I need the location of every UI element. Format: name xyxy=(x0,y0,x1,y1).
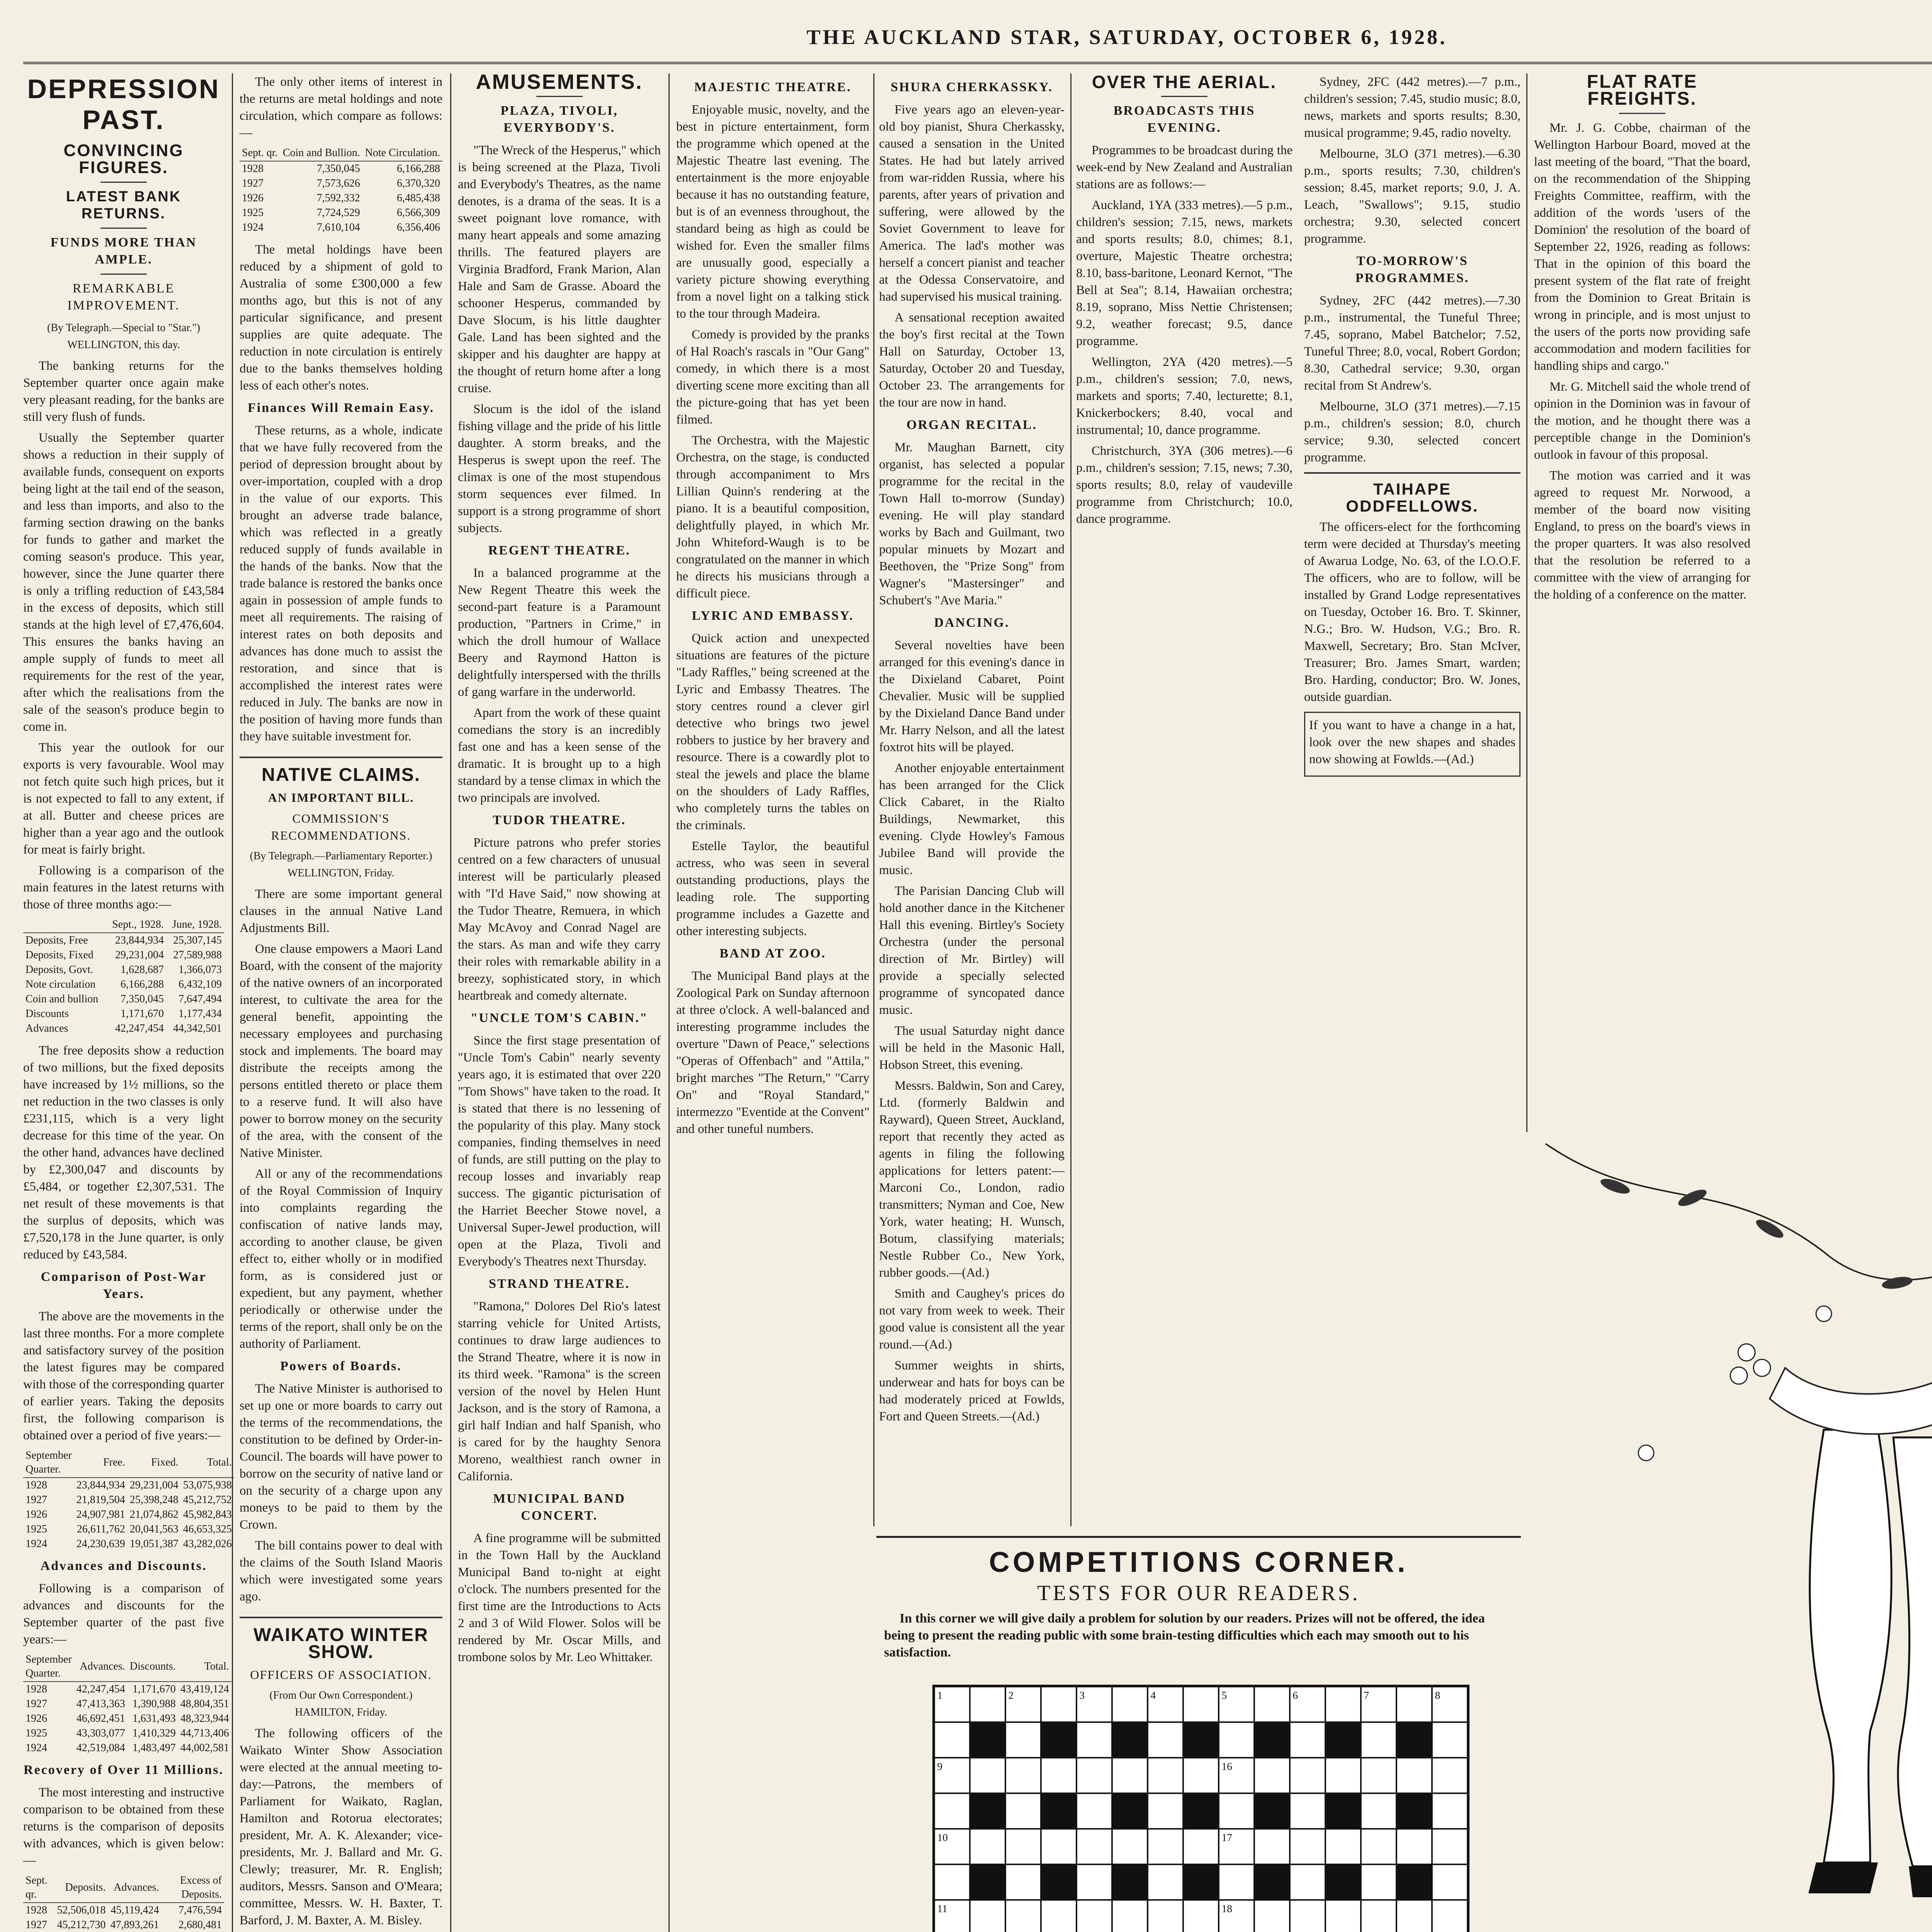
crossword-white-cell[interactable] xyxy=(1432,1900,1468,1932)
crossword-white-cell[interactable] xyxy=(1325,1687,1361,1722)
crossword-number xyxy=(1079,1689,1085,1701)
table-row: 1924 7,610,104 6,356,406 xyxy=(242,221,440,233)
subheading: SHURA CHERKASSKY. xyxy=(890,80,1053,94)
crossword-white-cell[interactable] xyxy=(1148,1722,1183,1758)
dateline: (From Our Own Correspondent.) HAMILTON, Friday. xyxy=(269,1689,413,1718)
crossword-black-cell xyxy=(1183,1864,1219,1900)
crossword-white-cell[interactable] xyxy=(1432,1864,1468,1900)
crossword-white-cell[interactable] xyxy=(1005,1758,1041,1793)
crossword-white-cell[interactable] xyxy=(1361,1793,1396,1829)
paragraph: The Native Minister is authorised to set up one or more boards to carry out the terms of the recommendations, the constitution to be defined by Order-in-Council. The boards will have power to borrow on the security of native land or on the security of a charge upon any moneys to be paid to them by the Crown. xyxy=(240,1382,442,1532)
headline-native-claims: NATIVE CLAIMS. xyxy=(261,765,421,785)
table-row: 1925 43,303,077 1,410,329 44,713,406 xyxy=(26,1727,229,1739)
crossword-white-cell[interactable] xyxy=(1219,1793,1254,1829)
masthead-title: THE AUCKLAND STAR, SATURDAY, OCTOBER 6, 1928. xyxy=(806,26,1447,49)
crossword-white-cell[interactable] xyxy=(1290,1722,1325,1758)
paragraph: A sensational reception awaited the boy's first recital at the Town Hall on Saturday, October 13, Saturday, October 20 and Tuesday, October 23. The arrangements for the tour are now in hand. xyxy=(879,311,1065,410)
crossword-white-cell[interactable] xyxy=(1325,1758,1361,1793)
dateline: (By Telegraph.—Parliamentary Reporter.) WELLINGTON, Friday. xyxy=(250,850,432,879)
article-waikato-show xyxy=(240,1617,442,1932)
crossword-white-cell[interactable] xyxy=(1148,1900,1183,1932)
table-row: 1926 7,592,332 6,485,438 xyxy=(242,192,440,204)
table-row: 1928 23,844,934 29,231,004 53,075,938 xyxy=(26,1479,232,1491)
table-row: Deposits, Govt. 1,628,687 1,366,073 xyxy=(26,964,222,976)
subheading: MUNICIPAL BAND CONCERT. xyxy=(493,1492,626,1523)
table-row: 1928 42,247,454 1,171,670 43,419,124 xyxy=(26,1683,229,1695)
table-row: 1926 24,907,981 21,074,862 45,982,843 xyxy=(26,1509,232,1520)
crossword-black-cell xyxy=(970,1864,1005,1900)
paragraph: Apart from the work of these quaint comedians the story is an incredibly fast one and has a keen sense of the dramatic. It is brought up to a high standard by a tense climax in which the two principals are involved. xyxy=(458,706,661,805)
paragraph: Mr. Maughan Barnett, city organist, has selected a popular programme for the recital in the Town Hall to-morrow (Sunday) evening. He will play standard works by Bach and Guilmant, two popular minuets by Mozart and Beethoven, the "Prize Song" from Wagner's "Mastersinger" and Schubert's "Ave Maria." xyxy=(879,440,1065,607)
crossword-white-cell[interactable] xyxy=(1290,1900,1325,1932)
paragraph: Usually the September quarter shows a reduction in their supply of available funds, consequent on exports being light at the tail end of the season, and less than imports, and also to the farming section drawing on the banks for funds to gather and market the coming season's produce. This year, however, since the June quarter there is only a trifling reduction of £43,584 in the excess of deposits, which still stands at the high level of £7,476,604. This ensures the banks having an ample supply of funds to meet all requirements for the rest of the year, after which the realisations from the sale of the season's produce begin to come in. xyxy=(23,431,224,734)
sub-improvement: REMARKABLE IMPROVEMENT. xyxy=(67,281,180,313)
subheading: BAND AT ZOO. xyxy=(719,946,826,961)
crossword-white-cell[interactable] xyxy=(1254,1758,1290,1793)
headline-aerial: OVER THE AERIAL. xyxy=(1092,72,1277,92)
crossword-white-cell[interactable] xyxy=(1254,1829,1290,1864)
paragraph: All or any of the recommendations of the Royal Commission of Inquiry into complaints regarding the confiscation of native lands may, according to another clause, be given effect to, either wholly or in modified form, as is considered just or expedient, but any payment, whether periodically or otherwise under the terms of the report, shall only be on the authority of Parliament. xyxy=(240,1167,442,1351)
crossword-white-cell[interactable] xyxy=(1112,1758,1148,1793)
column-finance-native xyxy=(240,73,442,1932)
paragraph: Auckland, 1YA (333 metres).—5 p.m., children's session; 7.15, news, markets and sports results; 8.0, chimes; 8.1, overture, Majestic Theatre orchestra; 8.10, bass-baritone, Leonard Kernot, "The Bell at Sea"; 8.14, Hawaiian orchestra; 8.19, soprano, Miss Nettie Christensen; 9.2, weather forecast; 9.5, dance programme. xyxy=(1076,198,1293,348)
crossword-white-cell[interactable] xyxy=(1290,1758,1325,1793)
crossword-black-cell xyxy=(1254,1722,1290,1758)
crossword-black-cell xyxy=(1112,1793,1148,1829)
subheading: AN IMPORTANT BILL. xyxy=(268,791,414,804)
competitions-subtitle: TESTS FOR OUR READERS. xyxy=(1037,1581,1360,1605)
subheading: TUDOR THEATRE. xyxy=(493,813,626,827)
table-row: 1927 21,819,504 25,398,248 45,212,752 xyxy=(26,1494,232,1506)
crossword-white-cell[interactable] xyxy=(1290,1864,1325,1900)
hat-advert: If you want to have a change in a hat, look over the new shapes and shades now showing at Fowlds.—(Ad.) xyxy=(1304,712,1520,777)
subheading: STRAND THEATRE. xyxy=(489,1277,630,1291)
crossword-white-cell[interactable] xyxy=(1183,1900,1219,1932)
crossword-black-cell xyxy=(1396,1722,1432,1758)
paragraph: Another enjoyable entertainment has been arranged for the Click Click Cabaret, in the Rialto Buildings, Newmarket, this evening. Clyde Howley's Famous Jubilee Band will provide the music. xyxy=(879,761,1065,877)
sub-bank-returns: LATEST BANK RETURNS. xyxy=(66,189,182,222)
paragraph: "Ramona," Dolores Del Rio's latest starring vehicle for United Artists, continues to draw large audiences to the Strand Theatre, where it is now in its third week. "Ramona" is the screen version of the novel by Helen Hunt Jackson, and is the story of Ramona, a girl half Indian and half Spanish, who is cared for by the haughty Senora Moreno, wealthiest ranch owner in California. xyxy=(458,1299,661,1483)
crossword-white-cell[interactable] xyxy=(1290,1829,1325,1864)
headline-taihape: TAIHAPE ODDFELLOWS. xyxy=(1346,480,1479,515)
crossword-black-cell xyxy=(1396,1864,1432,1900)
aerial-right xyxy=(1304,73,1520,777)
crossword-white-cell[interactable] xyxy=(934,1793,970,1829)
crossword-white-cell[interactable] xyxy=(1077,1758,1112,1793)
crossword-white-cell[interactable] xyxy=(1041,1758,1077,1793)
section-heading: Powers of Boards. xyxy=(280,1359,402,1373)
subheading: PLAZA, TIVOLI, EVERYBODY'S. xyxy=(500,104,618,135)
paragraph: Enjoyable music, novelty, and the best in picture entertainment, form the programme which opened at the Majestic Theatre last evening. The entertainment is the more enjoyable because it has no outstanding feature, but is of an evenness throughout, the standard being as high as could be wished for. Even the smaller films are unusually good, especially a variety picture showing everything from a novel light on a talking stick to the tour through Madeira. xyxy=(676,103,869,321)
crossword-black-cell xyxy=(1254,1793,1290,1829)
table-deposits-advances: Sept. qr. Deposits. Advances. Excess of Deposits. 1928 52,506,018 45,119,424 7,476,594 1927 45,212,730 47,893,261 2,680,481 xyxy=(23,1873,224,1932)
article-taihape xyxy=(1304,472,1520,706)
paragraph: These returns, as a whole, indicate that we have fully recovered from the period of depression brought about by over-importation, coupled with a drop in the value of our exports. This brought an adverse trade balance, which was reflected in a greatly reduced supply of funds available in the hands of the banks. Now that the trade balance is restored the banks once again in possession of ample funds to meet all requirements. The raising of interest rates on both deposits and advances has done much to assist the restoration, and since that is accomplished the interest rates were reduced in July. The banks are now in the position of having more funds than they have suitable investment for. xyxy=(240,423,442,743)
crossword-white-cell[interactable] xyxy=(1219,1722,1254,1758)
subheading: MAJESTIC THEATRE. xyxy=(694,80,852,94)
column-theatres xyxy=(676,73,869,1526)
table-advances: September Quarter. Advances. Discounts. Total. 1928 42,247,454 1,171,670 43,419,124 1927 47,413,363 1,390,988 48,804,351 1926 46,692,451 1,631,493 48,323,944 1925 43,303,077 1,410,329 44,713,406 1924 42,519,084 1,483,497 44,002,581 xyxy=(23,1652,231,1755)
crossword-white-cell[interactable] xyxy=(1361,1829,1396,1864)
subheading: REGENT THEATRE. xyxy=(488,543,631,558)
crossword-white-cell[interactable] xyxy=(1396,1900,1432,1932)
crossword-number xyxy=(937,1760,942,1772)
subheading: LYRIC AND EMBASSY. xyxy=(692,609,854,623)
paragraph: This year the outlook for our exports is very favourable. Wool may not fetch quite such high prices, but it is not expected to fall to any extent, if at all. Butter and cheese prices are higher than a year ago and the outlook for meat is fairly bright. xyxy=(23,741,224,857)
paragraph: The bill contains power to deal with the claims of the South Island Maoris which were investigated some years ago. xyxy=(240,1539,442,1604)
crossword-white-cell[interactable] xyxy=(1112,1829,1148,1864)
paragraph: The officers-elect for the forthcoming term were decided at Thursday's meeting of Awarua Lodge, No. 63, of the I.O.O.F. The officers, who are to follow, will be installed by Grand Lodge representatives on Tuesday, October 16. Bro. T. Skinner, N.G.; Bro. W. Hudson, V.G.; Bro. R. Maxwell, Secretary; Bro. Stan McIver, Treasurer; Bro. James Smart, warden; Bro. Harding, conductor; Bro. W. Jones, outside guardian. xyxy=(1304,520,1520,704)
paragraph: Since the first stage presentation of "Uncle Tom's Cabin" nearly seventy years ago, it is estimated that over 220 "Tom Shows" have taken to the road. It is stated that there is no lessening of the popularity of this play. Many stock companies, finding themselves in need of funds, are still putting on the play to recoup losses and invariably reap success. The gigantic picturisation of the Harriet Beecher Stowe novel, a Universal Super-Jewel production, will open at the Plaza, Tivoli and Everybody's Theatres next Thursday. xyxy=(458,1034,661,1269)
table-row: 1925 7,724,529 6,566,309 xyxy=(242,207,440,219)
section-heading: Recovery of Over 11 Millions. xyxy=(24,1763,224,1777)
table-row: 1927 45,212,730 47,893,261 2,680,481 xyxy=(26,1919,222,1931)
paragraph: The metal holdings have been reduced by a shipment of gold to Australia of some £300,000 a few months ago, but this is not of any particular significance, and present supplies are quite adequate. The reduction in note circulation is entirely due to the banks themselves holding less of each other's notes. xyxy=(240,243,442,393)
table-row: 1928 7,350,045 6,166,288 xyxy=(242,163,440,175)
subheading: ORGAN RECITAL. xyxy=(906,418,1037,432)
table-coin-notes: Sept. qr. Coin and Bullion. Note Circulation. 1928 7,350,045 6,166,288 1927 7,573,626 6,370,320 1926 7,592,332 6,485,438 1925 7,724,529 6,566,309 1924 7,610,104 6,356,406 xyxy=(240,145,442,235)
crossword-white-cell[interactable] xyxy=(1396,1687,1432,1722)
paragraph: In a balanced programme at the New Regent Theatre this week the second-part feature is a Paramount production, "Partners in Crime," in which the droll humour of Wallace Beery and Raymond Hatton is delightfully interspersed with the thrills of gang warfare in the underworld. xyxy=(458,566,661,699)
paragraph: The motion was carried and it was agreed to request Mr. Norwood, a member of the board now visiting England, to press on the board's views in the proper quarters. It was also resolved that the resolution be referred to a committee with the view of arranging for the holding of a conference on the matter. xyxy=(1534,469,1750,602)
table-deposits-comparison: Sept., 1928. June, 1928. Deposits, Free 23,844,934 25,307,145 Deposits, Fixed 29,231,004 27,589,988 Deposits, Govt. 1,628,687 1,366,073 Note circulation 6,166,288 6,432,109 Coin and bullion 7,350,045 7,647,494 Discounts 1,171,670 1,177,434 Advances 42,247,454 44,342,501 xyxy=(23,917,224,1036)
paragraph: Following is a comparison of the main features in the latest returns with those of three months ago:— xyxy=(23,864,224,912)
section-heading: Finances Will Remain Easy. xyxy=(248,401,434,415)
newspaper-page xyxy=(23,19,1932,1932)
crossword-white-cell[interactable] xyxy=(1148,1758,1183,1793)
paragraph: The Orchestra, with the Majestic Orchestra, on the stage, is conducted through accompaniment to Mrs Lillian Quinn's rendering at the piano. It is a beautiful composition, delightfully played, in which Mr. John Whiteford-Waugh is to be congratulated on the manner in which he directs his musicians through a difficult piece. xyxy=(676,434,869,600)
crossword-black-cell xyxy=(1041,1864,1077,1900)
crossword-white-cell[interactable] xyxy=(970,1829,1005,1864)
aerial-left xyxy=(1076,73,1293,531)
table-row: 1927 47,413,363 1,390,988 48,804,351 xyxy=(26,1698,229,1710)
crossword-white-cell[interactable] xyxy=(1432,1758,1468,1793)
masthead xyxy=(23,19,1932,64)
paragraph: Christchurch, 3YA (306 metres).—6 p.m., children's session; 7.15, news; 7.30, sports results; 8.0, relay of vaudeville programme from Christchurch; 10.0, dance programme. xyxy=(1076,444,1293,526)
crossword-white-cell[interactable] xyxy=(1325,1900,1361,1932)
paragraph: The only other items of interest in the returns are metal holdings and note circulation, which compare as follows:— xyxy=(240,75,442,140)
crossword-grid xyxy=(932,1685,1469,1932)
advert-illustration xyxy=(1530,1136,1932,1932)
crossword-white-cell[interactable] xyxy=(970,1900,1005,1932)
crossword-black-cell xyxy=(1396,1793,1432,1829)
crossword-black-cell xyxy=(1183,1793,1219,1829)
competitions-corner xyxy=(876,1536,1521,1932)
crossword-white-cell[interactable] xyxy=(1290,1793,1325,1829)
crossword-black-cell xyxy=(970,1722,1005,1758)
sub-convincing: CONVINCING FIGURES. xyxy=(63,141,184,177)
crossword-number xyxy=(937,1689,942,1701)
paragraph: Five years ago an eleven-year-old boy pianist, Shura Cherkassky, caused a sensation in the United States. He had but lately arrived from war-ridden Russia, where his parents, after years of privation and suffering, were allowed by the Soviet Government to leave for America. The lad's mother was herself a concert pianist and teacher at the Odessa Conservatoire, and had supervised his musical training. xyxy=(879,103,1065,304)
crossword-white-cell[interactable] xyxy=(1148,1864,1183,1900)
crossword-white-cell[interactable] xyxy=(934,1722,970,1758)
paragraph: The Municipal Band plays at the Zoological Park on Sunday afternoon at three o'clock. A well-balanced and interesting programme includes the overture "Dawn of Peace," selections "Operas of Offenbach" and "Attila," bright marches "The Return," "Carry On" and "Royal Standard," intermezzo "Eventide at the Convent" and other tuneful numbers. xyxy=(676,969,869,1136)
table-row: Deposits, Fixed 29,231,004 27,589,988 xyxy=(26,949,222,961)
paragraph: There are some important general clauses in the annual Native Land Adjustments Bill. xyxy=(240,887,442,935)
subheading: TO-MORROW'S PROGRAMMES. xyxy=(1355,254,1469,285)
crossword-white-cell[interactable] xyxy=(1112,1900,1148,1932)
crossword-number xyxy=(1364,1689,1369,1701)
section-heading: Advances and Discounts. xyxy=(40,1559,207,1573)
headline-amusements: AMUSEMENTS. xyxy=(476,70,643,94)
paragraph: Comedy is provided by the pranks of Hal Roach's rascals in "Our Gang" comedy, in which there is a most diverting scene more exciting than all the picture-going that has yet been filmed. xyxy=(676,328,869,427)
crossword-white-cell[interactable] xyxy=(934,1864,970,1900)
paragraph: Wellington, 2YA (420 metres).—5 p.m., children's session; 7.0, news, markets and sports; 7.40, lecturette; 8.1, Knickerbockers; 8.40, vocal and instrumental; 10, dance programme. xyxy=(1076,355,1293,437)
table-row: 1927 7,573,626 6,370,320 xyxy=(242,177,440,189)
crossword-black-cell xyxy=(1325,1793,1361,1829)
subheading: BROADCASTS THIS EVENING. xyxy=(1113,104,1255,135)
crossword-white-cell[interactable] xyxy=(1396,1829,1432,1864)
paragraph: Sydney, 2FC (442 metres).—7 p.m., children's session; 7.45, studio music; 8.0, news, markets and sports results; 8.30, musical programme; 9.45, radio novelty. xyxy=(1304,75,1520,140)
subheading: COMMISSION'S RECOMMENDATIONS. xyxy=(271,811,411,842)
crossword-white-cell[interactable] xyxy=(1005,1900,1041,1932)
table-row: 1924 42,519,084 1,483,497 44,002,581 xyxy=(26,1742,229,1754)
competitions-intro: In this corner we will give daily a problem for solution by our readers. Prizes will not be offered, the idea being to present the reading public with some brain-testing difficulties which each may smooth out to his satisfaction. xyxy=(884,1611,1485,1660)
crossword-black-cell xyxy=(1041,1793,1077,1829)
crossword-white-cell[interactable] xyxy=(1219,1864,1254,1900)
crossword-white-cell[interactable] xyxy=(1041,1829,1077,1864)
crossword-white-cell[interactable] xyxy=(1432,1829,1468,1864)
paragraph: The free deposits show a reduction of two millions, but the fixed deposits have increased by 1½ millions, so the net reduction in the two classes is only £231,115, which is a very light decrease for this time of the year. On the other hand, advances have declined by £2,300,047 and discounts by £5,484, or together £2,307,531. The net result of these movements is that the surplus of deposits, which was £7,520,178 in the June quarter, is only reduced by £43,584. xyxy=(23,1044,224,1262)
crossword-white-cell[interactable] xyxy=(1254,1900,1290,1932)
table-row: 1925 26,611,762 20,041,563 46,653,325 xyxy=(26,1523,232,1535)
crossword-black-cell xyxy=(1254,1864,1290,1900)
column-freights xyxy=(1534,73,1750,1132)
paragraph: Melbourne, 3LO (371 metres).—7.15 p.m., children's session; 8.0, church service; 9.30, selected concert programme. xyxy=(1304,400,1520,464)
table-deposits-five-years: September Quarter. Free. Fixed. Total. 1928 23,844,934 29,231,004 53,075,938 1927 21,819,504 25,398,248 45,212,752 1926 24,907,981 21,074,862 45,982,843 1925 26,611,762 20,041,563 46,653,325 1924 24,230,639 19,051,387 43,282,026 xyxy=(23,1448,234,1551)
competitions-title: COMPETITIONS CORNER. xyxy=(989,1546,1408,1578)
crossword-white-cell[interactable] xyxy=(1361,1722,1396,1758)
crossword-white-cell[interactable] xyxy=(1112,1687,1148,1722)
paragraph: Slocum is the idol of the island fishing village and the pride of his little daughter. A storm breaks, and the Hesperus is swept upon the reef. The climax is one of the most stupendous storm sequences ever filmed. In support is a strong programme of short subjects. xyxy=(458,402,661,535)
crossword-black-cell xyxy=(1325,1864,1361,1900)
crossword-number xyxy=(937,1831,948,1843)
column-amusements xyxy=(458,70,661,1932)
crossword-white-cell[interactable] xyxy=(1041,1900,1077,1932)
crossword-white-cell[interactable] xyxy=(1254,1687,1290,1722)
crossword-white-cell[interactable] xyxy=(1148,1829,1183,1864)
crossword-svg xyxy=(934,1687,1468,1932)
crossword-white-cell[interactable] xyxy=(1432,1722,1468,1758)
crossword-black-cell xyxy=(1325,1722,1361,1758)
table-row: Advances 42,247,454 44,342,501 xyxy=(26,1022,222,1034)
table-row: 1924 24,230,639 19,051,387 43,282,026 xyxy=(26,1538,232,1550)
crossword-white-cell[interactable] xyxy=(1077,1722,1112,1758)
crossword-white-cell[interactable] xyxy=(1325,1829,1361,1864)
subheading: OFFICERS OF ASSOCIATION. xyxy=(250,1668,432,1682)
paragraph: Melbourne, 3LO (371 metres).—6.30 p.m., sports results; 7.30, children's session; 8.45, market reports; 9.0, J. A. Leach, "Swallows"; 9.15, studio orchestra; 9.30, selected concert programme. xyxy=(1304,147,1520,246)
crossword-black-cell xyxy=(1183,1722,1219,1758)
paragraph: Several novelties have been arranged for this evening's dance in the Dixieland Cabaret, Point Chevalier. Music will be supplied by the Dixieland Dance Band under Mr. Harry Nelson, and all the latest foxtrot hits will be played. xyxy=(879,638,1065,754)
crossword-white-cell[interactable] xyxy=(1005,1793,1041,1829)
paragraph: The banking returns for the September quarter once again make very pleasant reading, for the banks are still very flush of funds. xyxy=(23,359,224,424)
subheading: "UNCLE TOM'S CABIN." xyxy=(470,1011,648,1025)
crossword-white-cell[interactable] xyxy=(970,1758,1005,1793)
paragraph: Summer weights in shirts, underwear and hats for boys can be had moderately priced at Fowlds, Fort and Queen Streets.—(Ad.) xyxy=(879,1359,1065,1423)
paragraph: Following is a comparison of advances and discounts for the September quarter of the past five years:— xyxy=(23,1582,224,1646)
crossword-black-cell xyxy=(1112,1864,1148,1900)
table-row: Deposits, Free 23,844,934 25,307,145 xyxy=(26,934,222,946)
table-row: Discounts 1,171,670 1,177,434 xyxy=(26,1008,222,1020)
headline-freights: FLAT RATE FREIGHTS. xyxy=(1587,71,1698,109)
table-row: 1928 52,506,018 45,119,424 7,476,594 xyxy=(26,1904,222,1916)
paragraph: Picture patrons who prefer stories centred on a few characters of unusual interest will be particularly pleased with "I'd Have Said," now showing at the Tudor Theatre, Remuera, in which May McAvoy and Conrad Nagel are the stars. As man and wife they carry their roles with remarkable ability in a breezy, sophisticated story, in which heartbreak and comedy alternate. xyxy=(458,836,661,1003)
crossword-black-cell xyxy=(1112,1722,1148,1758)
crossword-white-cell[interactable] xyxy=(1396,1758,1432,1793)
column-aerial xyxy=(1076,73,1520,1526)
table-row: Coin and bullion 7,350,045 7,647,494 xyxy=(26,993,222,1005)
paragraph: One clause empowers a Maori Land Board, with the consent of the majority of the native owners of an incorporated interest, to cultivate the area for the general benefit, appointing the necessary employees and purchasing stock and implements. The board may distribute the receipts among the persons entitled thereto or place them to a reserve fund. It will also have power to borrow money on the security of the area, with the consent of the Native Minister. xyxy=(240,942,442,1160)
crossword-white-cell[interactable] xyxy=(1005,1722,1041,1758)
crossword-white-cell[interactable] xyxy=(1077,1864,1112,1900)
sub-funds: FUNDS MORE THAN AMPLE. xyxy=(50,235,197,267)
crossword-white-cell[interactable] xyxy=(1005,1864,1041,1900)
crossword-number xyxy=(1435,1689,1440,1701)
crossword-number xyxy=(1008,1689,1014,1701)
paragraph: Estelle Taylor, the beautiful actress, who was seen in several outstanding productions, plays the leading role. The supporting programme includes a Gazette and other interesting subjects. xyxy=(676,839,869,938)
dateline: (By Telegraph.—Special to "Star.") WELLINGTON, this day. xyxy=(47,322,200,351)
crossword-number xyxy=(1293,1689,1298,1701)
paragraph: The above are the movements in the last three months. For a more complete and satisfactory survey of the position the latest figures may be compared with those of the corresponding quarter of earlier years. Taking the deposits first, the following comparison is obtained over a period of five years:— xyxy=(23,1310,224,1442)
crossword-white-cell[interactable] xyxy=(1183,1758,1219,1793)
crossword-number xyxy=(1221,1689,1227,1701)
crossword-white-cell[interactable] xyxy=(1077,1900,1112,1932)
crossword-white-cell[interactable] xyxy=(1077,1793,1112,1829)
crossword-white-cell[interactable] xyxy=(1183,1829,1219,1864)
gold-star-hosiery-advert xyxy=(1530,1136,1932,1932)
paragraph: The usual Saturday night dance will be held in the Masonic Hall, Hobson Street, this evening. xyxy=(879,1024,1065,1072)
headline-depression: DEPRESSION PAST. xyxy=(27,74,220,135)
headline-waikato: WAIKATO WINTER SHOW. xyxy=(253,1625,429,1662)
paragraph: Smith and Caughey's prices do not vary from week to week. Their good value is consistent all the year round.—(Ad.) xyxy=(879,1287,1065,1352)
crossword-number xyxy=(1221,1902,1232,1914)
article-native-claims xyxy=(240,757,442,1605)
crossword-white-cell[interactable] xyxy=(1005,1829,1041,1864)
paragraph: Mr. J. G. Cobbe, chairman of the Wellington Harbour Board, moved at the last meeting of the board, "That the board, on the recommendation of the Shipping Freights Committee, reaffirm, with the addition of the words 'users of the Dominion' the resolution of the board of September 22, 1926, reading as follows: That in the opinion of this board the present system of the flat rate of freight from the Dominion to Great Britain is wrong in principle, and is most unjust to the users of the ports now providing safe accommodation and modern facilities for handling ships and cargo." xyxy=(1534,121,1750,373)
crossword-number xyxy=(1221,1831,1232,1843)
paragraph: A fine programme will be submitted in the Town Hall by the Auckland Municipal Band to-night at eight o'clock. The numbers presented for the first time are the Introductions to Acts 2 and 3 of Wild Flower. Solos will be rendered by Mr. Oscar Mills, and trombone solos by Mr. Leo Whittaker. xyxy=(458,1531,661,1664)
crossword-white-cell[interactable] xyxy=(1148,1793,1183,1829)
paragraph: The most interesting and instructive comparison to be obtained from these returns is the comparison of deposits with advances, which is given below:— xyxy=(23,1786,224,1867)
paragraph: Sydney, 2FC (442 metres).—7.30 p.m., instrumental, the Tuneful Three; 7.45, soprano, Mabel Batchelor; 7.52, Tuneful Three; 8.0, vocal, Robert Gordon; 8.30, Cathedral service; 9.30, organ recital from St Andrew's. xyxy=(1304,294,1520,393)
crossword-black-cell xyxy=(1041,1722,1077,1758)
crossword-number xyxy=(1150,1689,1156,1701)
table-row: 1926 46,692,451 1,631,493 48,323,944 xyxy=(26,1713,229,1725)
column-music-dancing xyxy=(879,73,1065,1526)
crossword-number xyxy=(937,1902,947,1914)
crossword-white-cell[interactable] xyxy=(1361,1864,1396,1900)
paragraph: "The Wreck of the Hesperus," which is being screened at the Plaza, Tivoli and Everybody's Theatres, as the name denotes, is a drama of the seas. It is a sweet poignant love romance, with many heart appeals and some amazing thrills. The featured players are Virginia Bradford, Frank Marion, Alan Hale and Sam de Grasse. Aboard the schooner Hesperus, commanded by Dave Slocum, is his little daughter Gale. Land has been sighted and the skipper and his daughter are happy at the thought of return home after a long cruise. xyxy=(458,143,661,395)
paragraph: Mr. G. Mitchell said the whole trend of opinion in the Dominion was in favour of the motion, and he thought there was a perceptible change in the Dominion's outlook in favour of this proposal. xyxy=(1534,380,1750,462)
crossword-black-cell xyxy=(970,1793,1005,1829)
crossword-white-cell[interactable] xyxy=(1183,1687,1219,1722)
crossword-white-cell[interactable] xyxy=(1361,1758,1396,1793)
table-row: Note circulation 6,166,288 6,432,109 xyxy=(26,978,222,990)
paragraph: Programmes to be broadcast during the week-end by New Zealand and Australian stations are as follows:— xyxy=(1076,143,1293,191)
column-depression xyxy=(23,73,232,1932)
section-heading: Comparison of Post-War Years. xyxy=(41,1270,207,1301)
crossword-white-cell[interactable] xyxy=(1361,1900,1396,1932)
paragraph: The Parisian Dancing Club will hold another dance in the Kitchener Hall this evening. Birtley's Society Orchestra (under the personal direction of Mr. Birtley) will provide a specially selected programme of syncopated dance music. xyxy=(879,884,1065,1017)
crossword-white-cell[interactable] xyxy=(1432,1793,1468,1829)
crossword-white-cell[interactable] xyxy=(1077,1829,1112,1864)
crossword-number xyxy=(1221,1760,1232,1772)
crossword-white-cell[interactable] xyxy=(1041,1687,1077,1722)
paragraph: Messrs. Baldwin, Son and Carey, Ltd. (formerly Baldwin and Rayward), Queen Street, Auckland, report that recently they acted as agents in filing the following applications for letters patent:—Marconi Co., London, radio transmitters; Nyman and Coe, New York, water heating; H. Wunsch, Botum, classifying materials; Nestle Rubber Co., New York, rubber goods.—(Ad.) xyxy=(879,1079,1065,1280)
paragraph: The following officers of the Waikato Winter Show Association were elected at the annual meeting to-day:—Patrons, the members of Parliament for Waikato, Raglan, Hamilton and Rotorua electorates; president, Mr. A. K. Alexander; vice-presidents, Mr. J. Ballard and Mr. G. Clewly; treasurer, Mr. R. English; auditors, Messrs. Sanson and O'Meara; committee, Messrs. W. H. Baxter, T. Barford, J. M. Baxter, A. M. Bisley. xyxy=(240,1726,442,1927)
subheading: DANCING. xyxy=(934,616,1010,630)
crossword-white-cell[interactable] xyxy=(970,1687,1005,1722)
paragraph: Quick action and unexpected situations are features of the picture "Lady Raffles," being screened at the Lyric and Embassy Theatres. The story centres round a clever girl detective who brings two jewel robbers to justice by her bravery and resource. There is a cowardly plot to steal the jewels and place the blame on the shoulders of Lady Raffles, who completely turns the tables on the criminals. xyxy=(676,631,869,832)
